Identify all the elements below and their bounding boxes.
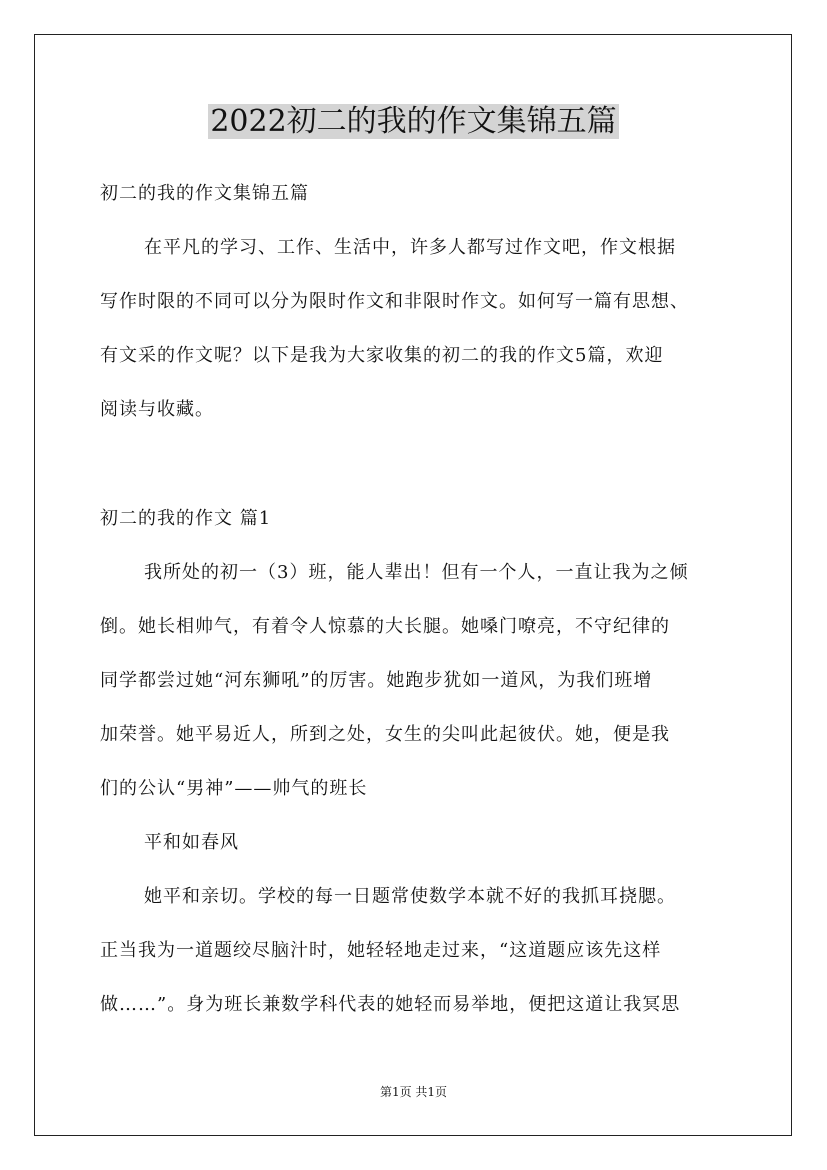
paragraph-line: 倒。她长相帅气，有着令人惊慕的大长腿。她嗓门嘹亮，不守纪律的 xyxy=(100,616,670,637)
paragraph-line: 正当我为一道题绞尽脑汁时，她轻轻地走过来，“这道题应该先这样 xyxy=(100,940,662,961)
section-heading: 初二的我的作文 篇1 xyxy=(100,508,272,529)
intro-line-3: 有文采的作文呢？以下是我为大家收集的初二的我的作文5篇，欢迎 xyxy=(100,345,664,366)
paragraph-line: 同学都尝过她“河东狮吼”的厉害。她跑步犹如一道风，为我们班增 xyxy=(100,670,653,691)
document-title-text: 2022初二的我的作文集锦五篇 xyxy=(210,104,617,139)
document-subtitle: 初二的我的作文集锦五篇 xyxy=(100,183,309,204)
paragraph-line: 我所处的初一（3）班，能人辈出！但有一个人，一直让我为之倾 xyxy=(144,562,689,583)
intro-line-2: 写作时限的不同可以分为限时作文和非限时作文。如何写一篇有思想、 xyxy=(100,291,689,312)
section-subheading: 平和如春风 xyxy=(144,832,239,853)
paragraph-line: 做……”。身为班长兼数学科代表的她轻而易举地，便把这道让我冥思 xyxy=(100,994,681,1015)
page-footer: 第1页 共1页 xyxy=(379,1085,448,1099)
document-title xyxy=(0,102,827,142)
intro-line-4: 阅读与收藏。 xyxy=(100,399,214,420)
paragraph-line: 她平和亲切。学校的每一日题常使数学本就不好的我抓耳挠腮。 xyxy=(144,886,676,907)
intro-line-1: 在平凡的学习、工作、生活中，许多人都写过作文吧，作文根据 xyxy=(144,237,676,258)
paragraph-line: 们的公认“男神”——帅气的班长 xyxy=(100,778,368,799)
paragraph-line: 加荣誉。她平易近人，所到之处，女生的尖叫此起彼伏。她，便是我 xyxy=(100,724,670,745)
